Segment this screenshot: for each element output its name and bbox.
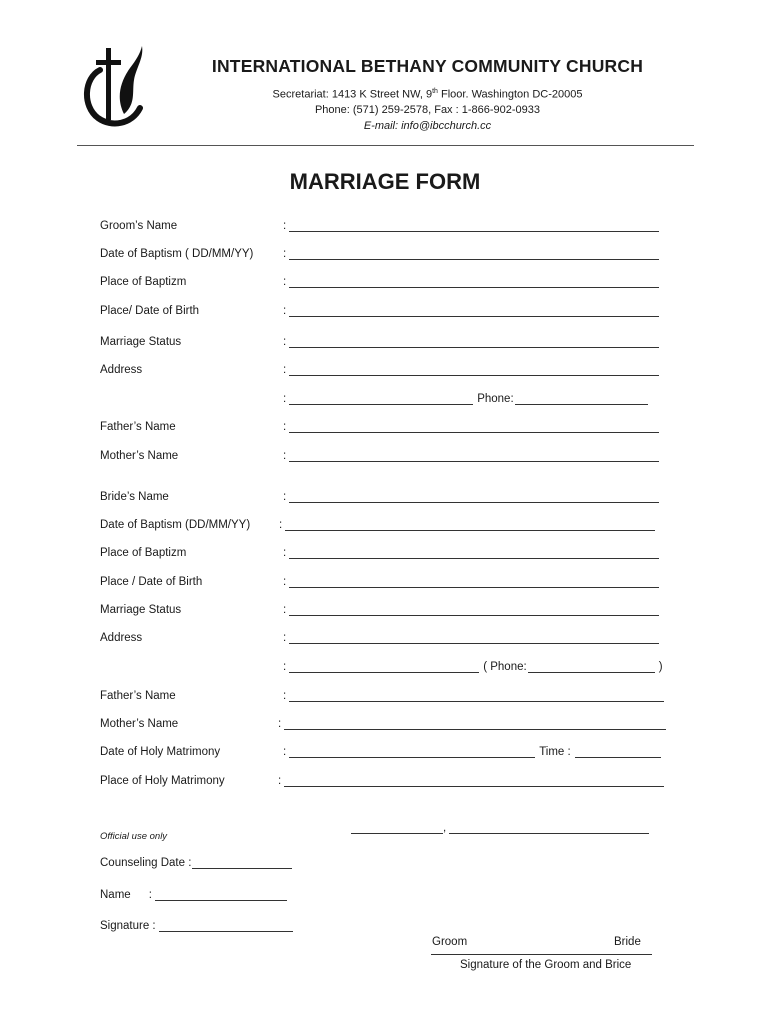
form-title: MARRIAGE FORM	[289, 169, 481, 194]
groom-baptism-place-label: Place of Baptizm	[100, 276, 187, 288]
matrimony-date-label: Date of Holy Matrimony	[100, 746, 221, 758]
matrimony-place-field[interactable]: :	[278, 775, 664, 787]
church-logo-icon	[80, 44, 152, 128]
bride-marriage-status-label: Marriage Status	[100, 604, 182, 616]
bride-baptism-place-field[interactable]: :	[283, 547, 659, 559]
bride-name-label: Bride’s Name	[100, 491, 169, 503]
signature-caption: Signature of the Groom and Brice	[460, 959, 632, 971]
bride-birth-field[interactable]: :	[283, 576, 659, 588]
groom-father-label: Father’s Name	[100, 421, 176, 433]
signature-rule	[431, 954, 652, 955]
matrimony-date-field[interactable]: : Time :	[283, 746, 661, 758]
groom-name-label: Groom’s Name	[100, 220, 178, 232]
header-divider	[77, 145, 694, 146]
groom-address-phone-field[interactable]: : Phone:	[283, 393, 648, 405]
bride-marriage-status-field[interactable]: :	[283, 604, 659, 616]
groom-bride-signature-line[interactable]: ,	[351, 822, 649, 834]
matrimony-place-label: Place of Holy Matrimony	[100, 775, 225, 787]
bride-address-label: Address	[100, 632, 143, 644]
groom-birth-label: Place/ Date of Birth	[100, 305, 200, 317]
groom-name-field[interactable]: :	[283, 220, 659, 232]
bride-phone-label: ( Phone:	[483, 661, 527, 673]
official-name-field[interactable]: Name :	[100, 889, 287, 901]
groom-phone-label: Phone:	[477, 393, 514, 405]
bride-signature-label: Bride	[614, 936, 641, 948]
organization-name: INTERNATIONAL BETHANY COMMUNITY CHURCH	[211, 56, 644, 76]
counseling-date-field[interactable]	[100, 857, 292, 869]
secretariat-address: Secretariat: 1413 K Street NW, 9th Floor. Washington DC-20005	[272, 88, 583, 101]
groom-address-label: Address	[100, 364, 143, 376]
bride-father-label: Father’s Name	[100, 690, 176, 702]
counseling-date-label: Counseling Date :	[100, 857, 192, 869]
phone-fax-line: Phone: (571) 259-2578, Fax : 1-866-902-0933	[314, 104, 541, 116]
bride-address-field[interactable]: :	[283, 632, 659, 644]
groom-baptism-date-field[interactable]: :	[283, 248, 659, 260]
groom-signature-label: Groom	[432, 936, 468, 948]
groom-marriage-status-label: Marriage Status	[100, 336, 182, 348]
email-line: E-mail: info@ibcchurch.cc	[363, 120, 492, 132]
official-use-heading: Official use only	[100, 831, 168, 842]
groom-address-field[interactable]: :	[283, 364, 659, 376]
groom-father-field[interactable]: :	[283, 421, 659, 433]
bride-birth-label: Place / Date of Birth	[100, 576, 203, 588]
official-name-label: Name	[100, 889, 131, 901]
groom-baptism-date-label: Date of Baptism ( DD/MM/YY)	[100, 248, 254, 260]
bride-address-phone-field[interactable]: : ( Phone: )	[283, 661, 663, 673]
bride-baptism-place-label: Place of Baptizm	[100, 547, 187, 559]
bride-mother-label: Mother’s Name	[100, 718, 179, 730]
groom-mother-label: Mother’s Name	[100, 450, 179, 462]
bride-mother-field[interactable]: :	[278, 718, 666, 730]
groom-birth-field[interactable]: :	[283, 305, 659, 317]
bride-father-field[interactable]: :	[283, 690, 664, 702]
bride-name-field[interactable]: :	[283, 491, 659, 503]
groom-baptism-place-field[interactable]: :	[283, 276, 659, 288]
groom-mother-field[interactable]: :	[283, 450, 659, 462]
groom-marriage-status-field[interactable]: :	[283, 336, 659, 348]
matrimony-time-label: Time :	[539, 746, 571, 758]
official-signature-field[interactable]	[100, 920, 293, 932]
official-signature-label: Signature :	[100, 920, 156, 932]
bride-baptism-date-field[interactable]: :	[279, 519, 655, 531]
bride-baptism-date-label: Date of Baptism (DD/MM/YY)	[100, 519, 251, 531]
